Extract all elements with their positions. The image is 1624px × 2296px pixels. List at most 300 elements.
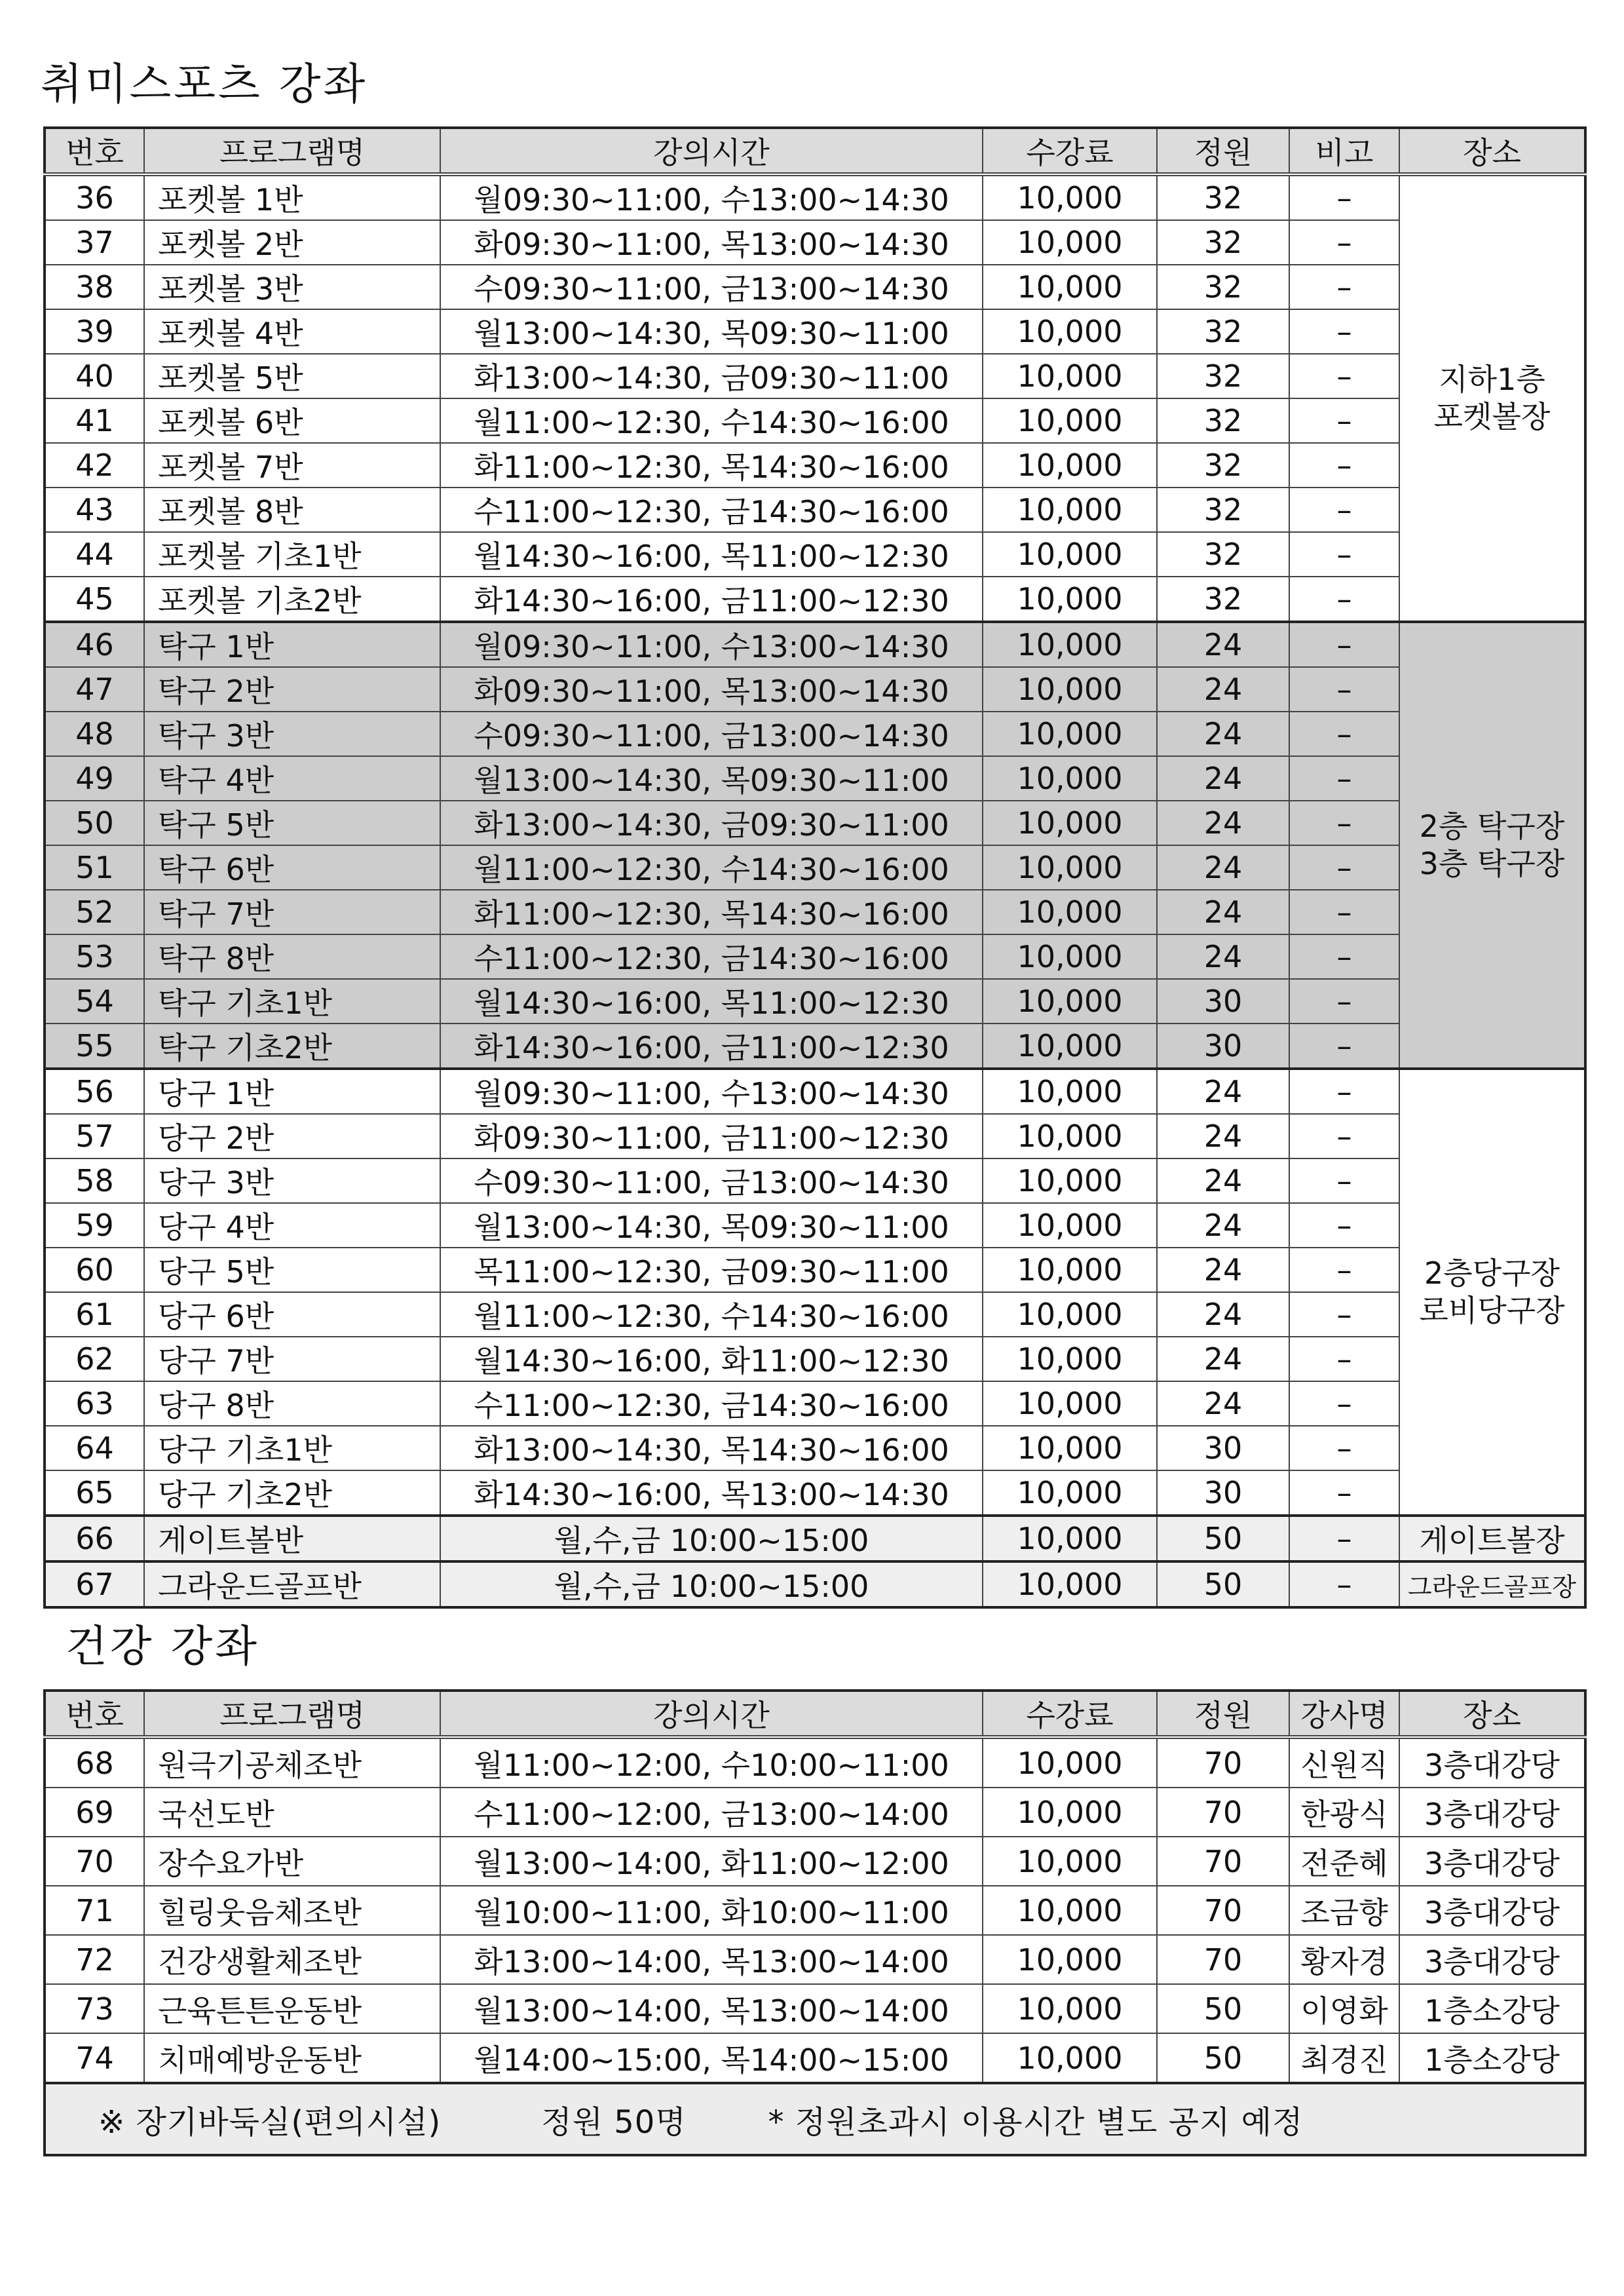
table-row <box>45 1561 1585 1607</box>
fee: 10,000 <box>983 532 1157 577</box>
fee: 10,000 <box>983 1935 1157 1984</box>
row-number: 53 <box>45 934 144 979</box>
lecture-time: 화09:30~11:00, 목13:00~14:30 <box>440 667 983 712</box>
row-number: 46 <box>45 622 144 667</box>
lecture-time: 월,수,금 10:00~15:00 <box>440 1516 983 1561</box>
capacity: 24 <box>1157 1248 1289 1292</box>
header-number: 번호 <box>45 1691 144 1737</box>
fee: 10,000 <box>983 1516 1157 1561</box>
program-name: 탁구 기초2반 <box>144 1024 440 1069</box>
lecture-time: 월13:00~14:00, 목13:00~14:00 <box>440 1984 983 2033</box>
fee: 10,000 <box>983 712 1157 756</box>
program-name: 포켓볼 8반 <box>144 488 440 532</box>
note: – <box>1289 667 1399 712</box>
row-number: 52 <box>45 890 144 934</box>
capacity: 70 <box>1157 1886 1289 1935</box>
program-name: 포켓볼 4반 <box>144 309 440 354</box>
row-number: 41 <box>45 398 144 443</box>
capacity: 24 <box>1157 1381 1289 1426</box>
lecture-time: 월09:30~11:00, 수13:00~14:30 <box>440 1069 983 1114</box>
row-number: 43 <box>45 488 144 532</box>
note: – <box>1289 1516 1399 1561</box>
table-row <box>45 265 1585 309</box>
lecture-time: 수09:30~11:00, 금13:00~14:30 <box>440 265 983 309</box>
program-name: 탁구 6반 <box>144 845 440 890</box>
capacity: 24 <box>1157 712 1289 756</box>
table-header-row <box>45 1691 1585 1737</box>
capacity: 32 <box>1157 265 1289 309</box>
capacity: 30 <box>1157 1470 1289 1516</box>
row-number: 62 <box>45 1337 144 1381</box>
lecture-time: 화13:00~14:30, 금09:30~11:00 <box>440 354 983 398</box>
table-row <box>45 1203 1585 1248</box>
note: – <box>1289 801 1399 845</box>
table-row <box>45 1984 1585 2033</box>
program-name: 당구 7반 <box>144 1337 440 1381</box>
row-number: 58 <box>45 1158 144 1203</box>
capacity: 24 <box>1157 1069 1289 1114</box>
row-number: 66 <box>45 1516 144 1561</box>
header-capacity: 정원 <box>1157 128 1289 174</box>
fee: 10,000 <box>983 220 1157 265</box>
capacity: 32 <box>1157 532 1289 577</box>
fee: 10,000 <box>983 488 1157 532</box>
fee: 10,000 <box>983 845 1157 890</box>
program-name: 탁구 기초1반 <box>144 979 440 1024</box>
note: – <box>1289 622 1399 667</box>
note: – <box>1289 220 1399 265</box>
header-teacher: 강사명 <box>1289 1691 1399 1737</box>
lecture-time: 월13:00~14:30, 목09:30~11:00 <box>440 1203 983 1248</box>
capacity: 30 <box>1157 1024 1289 1069</box>
row-number: 70 <box>45 1837 144 1886</box>
lecture-time: 화09:30~11:00, 금11:00~12:30 <box>440 1114 983 1158</box>
fee: 10,000 <box>983 1837 1157 1886</box>
lecture-time: 화13:00~14:30, 금09:30~11:00 <box>440 801 983 845</box>
capacity: 70 <box>1157 1935 1289 1984</box>
row-number: 40 <box>45 354 144 398</box>
capacity: 70 <box>1157 1737 1289 1788</box>
footnote-notice: * 정원초과시 이용시간 별도 공지 예정 <box>768 2103 1304 2141</box>
header-fee: 수강료 <box>983 1691 1157 1737</box>
row-number: 74 <box>45 2033 144 2083</box>
capacity: 24 <box>1157 667 1289 712</box>
fee: 10,000 <box>983 1248 1157 1292</box>
fee: 10,000 <box>983 756 1157 801</box>
capacity: 24 <box>1157 1114 1289 1158</box>
fee: 10,000 <box>983 577 1157 622</box>
row-number: 50 <box>45 801 144 845</box>
capacity: 24 <box>1157 934 1289 979</box>
header-time: 강의시간 <box>440 1691 983 1737</box>
row-number: 60 <box>45 1248 144 1292</box>
table-header-row <box>45 128 1585 174</box>
lecture-time: 화13:00~14:30, 목14:30~16:00 <box>440 1426 983 1470</box>
table-row <box>45 756 1585 801</box>
note: – <box>1289 845 1399 890</box>
header-note: 비고 <box>1289 128 1399 174</box>
table-row <box>45 934 1585 979</box>
capacity: 24 <box>1157 1203 1289 1248</box>
place: 3층대강당 <box>1399 1737 1585 1788</box>
header-capacity: 정원 <box>1157 1691 1289 1737</box>
note: – <box>1289 979 1399 1024</box>
fee: 10,000 <box>983 1426 1157 1470</box>
table-row <box>45 1788 1585 1837</box>
note: – <box>1289 756 1399 801</box>
lecture-time: 화14:30~16:00, 목13:00~14:30 <box>440 1470 983 1516</box>
note: – <box>1289 1337 1399 1381</box>
row-number: 61 <box>45 1292 144 1337</box>
fee: 10,000 <box>983 443 1157 488</box>
table-row <box>45 712 1585 756</box>
program-name: 탁구 1반 <box>144 622 440 667</box>
program-name: 당구 1반 <box>144 1069 440 1114</box>
program-name: 당구 기초2반 <box>144 1470 440 1516</box>
lecture-time: 월13:00~14:30, 목09:30~11:00 <box>440 309 983 354</box>
capacity: 70 <box>1157 1837 1289 1886</box>
note: – <box>1289 532 1399 577</box>
program-name: 포켓볼 1반 <box>144 174 440 220</box>
teacher-name: 한광식 <box>1289 1788 1399 1837</box>
note: – <box>1289 1470 1399 1516</box>
fee: 10,000 <box>983 1337 1157 1381</box>
note: – <box>1289 1203 1399 1248</box>
row-number: 48 <box>45 712 144 756</box>
note: – <box>1289 443 1399 488</box>
lecture-time: 월,수,금 10:00~15:00 <box>440 1561 983 1607</box>
lecture-time: 수11:00~12:30, 금14:30~16:00 <box>440 1381 983 1426</box>
note: – <box>1289 1069 1399 1114</box>
program-name: 원극기공체조반 <box>144 1737 440 1788</box>
program-name: 탁구 2반 <box>144 667 440 712</box>
fee: 10,000 <box>983 1114 1157 1158</box>
footnote-row <box>45 2083 1585 2155</box>
note: – <box>1289 1561 1399 1607</box>
program-name: 탁구 7반 <box>144 890 440 934</box>
table-row <box>45 577 1585 622</box>
table-row <box>45 1158 1585 1203</box>
teacher-name: 이영화 <box>1289 1984 1399 2033</box>
place: 게이트볼장 <box>1399 1516 1585 1561</box>
place-line: 3층 탁구장 <box>1419 846 1565 881</box>
row-number: 37 <box>45 220 144 265</box>
note: – <box>1289 890 1399 934</box>
fee: 10,000 <box>983 1069 1157 1114</box>
row-number: 55 <box>45 1024 144 1069</box>
row-number: 67 <box>45 1561 144 1607</box>
program-name: 포켓볼 7반 <box>144 443 440 488</box>
capacity: 30 <box>1157 979 1289 1024</box>
row-number: 49 <box>45 756 144 801</box>
place-billiards <box>1399 1069 1585 1516</box>
program-name: 당구 2반 <box>144 1114 440 1158</box>
program-name: 포켓볼 5반 <box>144 354 440 398</box>
fee: 10,000 <box>983 1984 1157 2033</box>
note: – <box>1289 398 1399 443</box>
fee: 10,000 <box>983 398 1157 443</box>
row-number: 72 <box>45 1935 144 1984</box>
lecture-time: 월10:00~11:00, 화10:00~11:00 <box>440 1886 983 1935</box>
row-number: 64 <box>45 1426 144 1470</box>
capacity: 50 <box>1157 2033 1289 2083</box>
table-row <box>45 1426 1585 1470</box>
program-name: 그라운드골프반 <box>144 1561 440 1607</box>
note: – <box>1289 1292 1399 1337</box>
header-program: 프로그램명 <box>144 1691 440 1737</box>
lecture-time: 월14:00~15:00, 목14:00~15:00 <box>440 2033 983 2083</box>
teacher-name: 조금향 <box>1289 1886 1399 1935</box>
place-line: 2층 탁구장 <box>1419 808 1565 844</box>
place: 1층소강당 <box>1399 1984 1585 2033</box>
fee: 10,000 <box>983 1381 1157 1426</box>
table-row <box>45 1069 1585 1114</box>
capacity: 70 <box>1157 1788 1289 1837</box>
lecture-time: 월13:00~14:30, 목09:30~11:00 <box>440 756 983 801</box>
capacity: 24 <box>1157 1292 1289 1337</box>
row-number: 69 <box>45 1788 144 1837</box>
fee: 10,000 <box>983 1292 1157 1337</box>
row-number: 65 <box>45 1470 144 1516</box>
lecture-time: 월14:30~16:00, 목11:00~12:30 <box>440 532 983 577</box>
row-number: 73 <box>45 1984 144 2033</box>
lecture-time: 수11:00~12:30, 금14:30~16:00 <box>440 934 983 979</box>
program-name: 탁구 4반 <box>144 756 440 801</box>
place-line: 2층당구장 <box>1424 1255 1560 1291</box>
program-name: 포켓볼 2반 <box>144 220 440 265</box>
lecture-time: 월11:00~12:30, 수14:30~16:00 <box>440 845 983 890</box>
note: – <box>1289 577 1399 622</box>
table-row <box>45 890 1585 934</box>
capacity: 50 <box>1157 1984 1289 2033</box>
lecture-time: 수09:30~11:00, 금13:00~14:30 <box>440 712 983 756</box>
program-name: 건강생활체조반 <box>144 1935 440 1984</box>
fee: 10,000 <box>983 801 1157 845</box>
lecture-time: 월13:00~14:00, 화11:00~12:00 <box>440 1837 983 1886</box>
fee: 10,000 <box>983 934 1157 979</box>
lecture-time: 월09:30~11:00, 수13:00~14:30 <box>440 622 983 667</box>
table-row <box>45 622 1585 667</box>
header-time: 강의시간 <box>440 128 983 174</box>
row-number: 36 <box>45 174 144 220</box>
lecture-time: 화14:30~16:00, 금11:00~12:30 <box>440 1024 983 1069</box>
place: 3층대강당 <box>1399 1788 1585 1837</box>
place-line: 로비당구장 <box>1419 1293 1565 1328</box>
header-place: 장소 <box>1399 1691 1585 1737</box>
lecture-time: 화11:00~12:30, 목14:30~16:00 <box>440 890 983 934</box>
table-row <box>45 354 1585 398</box>
place-line: 지하1층 <box>1439 361 1545 397</box>
footnote <box>45 2083 1585 2155</box>
capacity: 24 <box>1157 1158 1289 1203</box>
capacity: 32 <box>1157 354 1289 398</box>
place: 그라운드골프장 <box>1399 1561 1585 1607</box>
note: – <box>1289 174 1399 220</box>
table-row <box>45 1114 1585 1158</box>
program-name: 게이트볼반 <box>144 1516 440 1561</box>
table-row <box>45 1024 1585 1069</box>
table-row <box>45 1516 1585 1561</box>
lecture-time: 월09:30~11:00, 수13:00~14:30 <box>440 174 983 220</box>
health-course-table <box>43 1689 1587 2156</box>
row-number: 71 <box>45 1886 144 1935</box>
table-row <box>45 488 1585 532</box>
program-name: 힐링웃음체조반 <box>144 1886 440 1935</box>
program-name: 당구 5반 <box>144 1248 440 1292</box>
fee: 10,000 <box>983 309 1157 354</box>
row-number: 44 <box>45 532 144 577</box>
header-place: 장소 <box>1399 128 1585 174</box>
program-name: 포켓볼 6반 <box>144 398 440 443</box>
fee: 10,000 <box>983 1470 1157 1516</box>
row-number: 38 <box>45 265 144 309</box>
note: – <box>1289 1248 1399 1292</box>
footnote-facility: ※ 장기바둑실(편의시설) <box>98 2103 442 2141</box>
header-number: 번호 <box>45 128 144 174</box>
teacher-name: 최경진 <box>1289 2033 1399 2083</box>
program-name: 탁구 8반 <box>144 934 440 979</box>
row-number: 51 <box>45 845 144 890</box>
note: – <box>1289 309 1399 354</box>
table-row <box>45 979 1585 1024</box>
program-name: 치매예방운동반 <box>144 2033 440 2083</box>
program-name: 근육튼튼운동반 <box>144 1984 440 2033</box>
program-name: 포켓볼 3반 <box>144 265 440 309</box>
note: – <box>1289 712 1399 756</box>
place: 1층소강당 <box>1399 2033 1585 2083</box>
fee: 10,000 <box>983 1561 1157 1607</box>
row-number: 56 <box>45 1069 144 1114</box>
place: 3층대강당 <box>1399 1886 1585 1935</box>
table-row <box>45 443 1585 488</box>
fee: 10,000 <box>983 354 1157 398</box>
fee: 10,000 <box>983 1886 1157 1935</box>
header-fee: 수강료 <box>983 128 1157 174</box>
table-row <box>45 309 1585 354</box>
table-row <box>45 220 1585 265</box>
capacity: 24 <box>1157 890 1289 934</box>
program-name: 당구 4반 <box>144 1203 440 1248</box>
fee: 10,000 <box>983 1158 1157 1203</box>
lecture-time: 화11:00~12:30, 목14:30~16:00 <box>440 443 983 488</box>
capacity: 32 <box>1157 443 1289 488</box>
fee: 10,000 <box>983 1788 1157 1837</box>
teacher-name: 황자경 <box>1289 1935 1399 1984</box>
note: – <box>1289 1114 1399 1158</box>
table-row <box>45 1381 1585 1426</box>
note: – <box>1289 934 1399 979</box>
table-row <box>45 398 1585 443</box>
table-row <box>45 1248 1585 1292</box>
lecture-time: 월14:30~16:00, 화11:00~12:30 <box>440 1337 983 1381</box>
fee: 10,000 <box>983 1024 1157 1069</box>
program-name: 국선도반 <box>144 1788 440 1837</box>
table-row <box>45 532 1585 577</box>
fee: 10,000 <box>983 1203 1157 1248</box>
place: 3층대강당 <box>1399 1837 1585 1886</box>
note: – <box>1289 265 1399 309</box>
capacity: 24 <box>1157 845 1289 890</box>
program-name: 당구 3반 <box>144 1158 440 1203</box>
table-row <box>45 1737 1585 1788</box>
place-pingpong <box>1399 622 1585 1069</box>
row-number: 54 <box>45 979 144 1024</box>
capacity: 32 <box>1157 488 1289 532</box>
capacity: 50 <box>1157 1561 1289 1607</box>
program-name: 당구 6반 <box>144 1292 440 1337</box>
table-row <box>45 1337 1585 1381</box>
table-row <box>45 2033 1585 2083</box>
row-number: 39 <box>45 309 144 354</box>
lecture-time: 월11:00~12:00, 수10:00~11:00 <box>440 1737 983 1788</box>
capacity: 32 <box>1157 174 1289 220</box>
note: – <box>1289 1381 1399 1426</box>
health-section-title: 건강 강좌 <box>66 1621 260 1672</box>
fee: 10,000 <box>983 622 1157 667</box>
note: – <box>1289 354 1399 398</box>
capacity: 30 <box>1157 1426 1289 1470</box>
lecture-time: 월11:00~12:30, 수14:30~16:00 <box>440 398 983 443</box>
capacity: 24 <box>1157 756 1289 801</box>
table-row <box>45 667 1585 712</box>
capacity: 32 <box>1157 398 1289 443</box>
capacity: 32 <box>1157 309 1289 354</box>
place-pocketball <box>1399 174 1585 622</box>
lecture-time: 수11:00~12:00, 금13:00~14:00 <box>440 1788 983 1837</box>
program-name: 당구 기초1반 <box>144 1426 440 1470</box>
lecture-time: 화09:30~11:00, 목13:00~14:30 <box>440 220 983 265</box>
fee: 10,000 <box>983 174 1157 220</box>
fee: 10,000 <box>983 2033 1157 2083</box>
table-row <box>45 845 1585 890</box>
capacity: 32 <box>1157 220 1289 265</box>
capacity: 24 <box>1157 622 1289 667</box>
capacity: 32 <box>1157 577 1289 622</box>
fee: 10,000 <box>983 265 1157 309</box>
teacher-name: 신원직 <box>1289 1737 1399 1788</box>
row-number: 59 <box>45 1203 144 1248</box>
fee: 10,000 <box>983 667 1157 712</box>
place-line: 포켓볼장 <box>1433 399 1551 434</box>
capacity: 50 <box>1157 1516 1289 1561</box>
lecture-time: 화14:30~16:00, 금11:00~12:30 <box>440 577 983 622</box>
fee: 10,000 <box>983 979 1157 1024</box>
lecture-time: 화13:00~14:00, 목13:00~14:00 <box>440 1935 983 1984</box>
note: – <box>1289 1158 1399 1203</box>
table-row <box>45 1935 1585 1984</box>
lecture-time: 목11:00~12:30, 금09:30~11:00 <box>440 1248 983 1292</box>
program-name: 포켓볼 기초1반 <box>144 532 440 577</box>
row-number: 47 <box>45 667 144 712</box>
capacity: 24 <box>1157 801 1289 845</box>
note: – <box>1289 488 1399 532</box>
program-name: 탁구 3반 <box>144 712 440 756</box>
row-number: 42 <box>45 443 144 488</box>
note: – <box>1289 1426 1399 1470</box>
lecture-time: 월11:00~12:30, 수14:30~16:00 <box>440 1292 983 1337</box>
table-row <box>45 1470 1585 1516</box>
row-number: 68 <box>45 1737 144 1788</box>
footnote-capacity: 정원 50명 <box>541 2103 687 2141</box>
table-row <box>45 174 1585 220</box>
program-name: 포켓볼 기초2반 <box>144 577 440 622</box>
row-number: 57 <box>45 1114 144 1158</box>
table-row <box>45 1886 1585 1935</box>
place: 3층대강당 <box>1399 1935 1585 1984</box>
header-program: 프로그램명 <box>144 128 440 174</box>
fee: 10,000 <box>983 1737 1157 1788</box>
hobby-course-table <box>43 126 1587 1609</box>
